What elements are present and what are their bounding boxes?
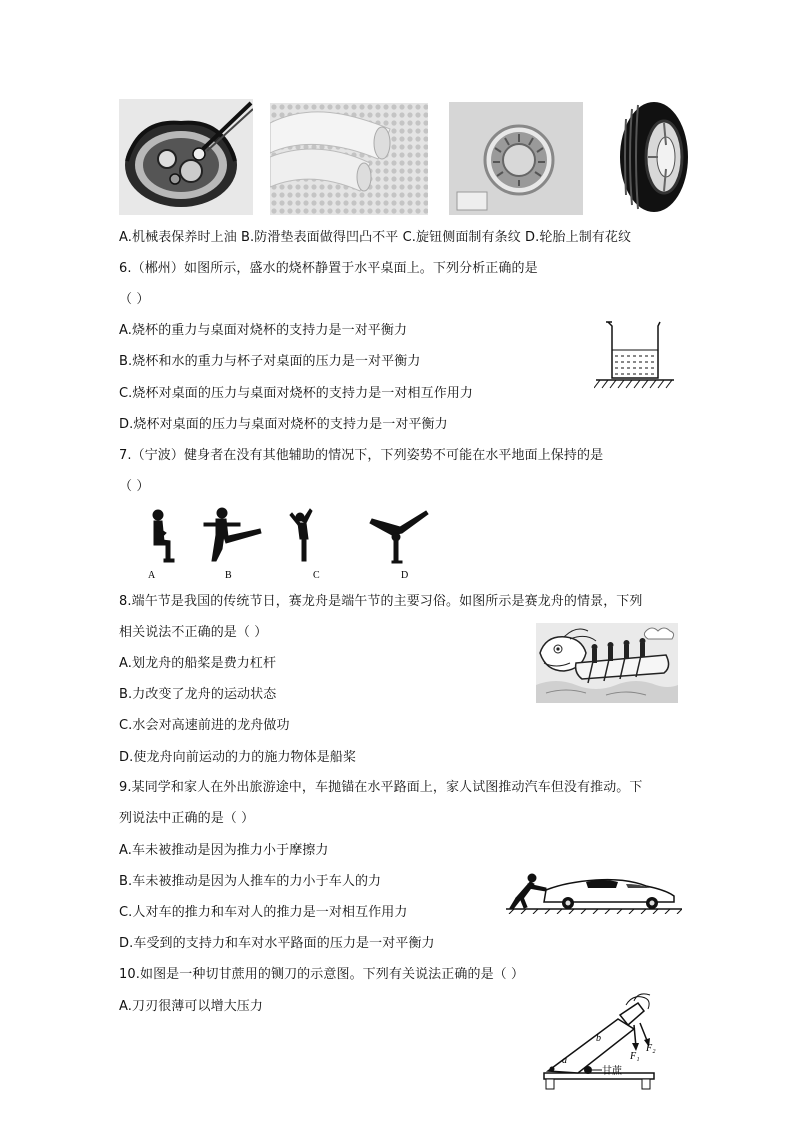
q9-option-b: B.车未被推动是因为人推车的力小于车人的力 — [119, 874, 382, 889]
q6-option-a: A.烧杯的重力与桌面对烧杯的支持力是一对平衡力 — [119, 323, 408, 338]
beaker-on-table-figure — [594, 320, 676, 392]
q10-stem: 10.如图是一种切甘蔗用的铡刀的示意图。下列有关说法正确的是（ ） — [119, 967, 525, 982]
q6-answer-bracket: （ ） — [119, 292, 150, 307]
q9-option-a: A.车未被推动是因为推力小于摩擦力 — [119, 843, 329, 858]
q6-option-d: D.烧杯对桌面的压力与桌面对烧杯的支持力是一对平衡力 — [119, 417, 448, 432]
q9-option-d: D.车受到的支持力和车对水平路面的压力是一对平衡力 — [119, 936, 435, 951]
q7-answer-bracket: （ ） — [119, 479, 150, 494]
q5-options-line: A.机械表保养时上油 B.防滑垫表面做得凹凸不平 C.旋钮侧面制有条纹 D.轮胎上制有花纹 — [119, 230, 632, 245]
sugarcane-cutter-figure — [538, 993, 668, 1093]
q8-option-a: A.划龙舟的船桨是费力杠杆 — [119, 656, 277, 671]
cutter-label-cane: 甘蔗 — [602, 1066, 622, 1077]
cutter-label-f2: F₂ — [646, 1043, 656, 1054]
cutter-label-a: a — [562, 1055, 567, 1066]
q9-stem-line1: 9.某同学和家人在外出旅游途中，车抛锚在水平路面上，家人试图推动汽车但没有推动。下 — [119, 780, 643, 795]
q8-option-d: D.使龙舟向前运动的力的施力物体是船桨 — [119, 750, 357, 765]
dragon-boat-figure — [536, 623, 678, 703]
watch-oiling-photo — [119, 99, 253, 215]
posture-a-silhouette — [153, 510, 174, 562]
posture-figures — [130, 505, 440, 583]
person-pushing-car-figure — [506, 872, 682, 914]
posture-d-silhouette — [370, 511, 428, 563]
cutter-label-f1: F₁ — [630, 1051, 640, 1062]
posture-label-a: A — [148, 570, 156, 581]
tire-photo — [610, 99, 692, 215]
posture-label-d: D — [401, 570, 409, 581]
q6-stem: 6.（郴州）如图所示，盛水的烧杯静置于水平桌面上。下列分析正确的是 — [119, 261, 538, 276]
q8-option-c: C.水会对高速前进的龙舟做功 — [119, 718, 290, 733]
q9-option-c: C.人对车的推力和车对人的推力是一对相互作用力 — [119, 905, 408, 920]
q6-option-c: C.烧杯对桌面的压力与桌面对烧杯的支持力是一对相互作用力 — [119, 386, 474, 401]
q7-stem: 7.（宁波）健身者在没有其他辅助的情况下，下列姿势不可能在水平地面上保持的是 — [119, 448, 604, 463]
anti-slip-mat-photo — [270, 103, 428, 215]
q6-option-b: B.烧杯和水的重力与杯子对桌面的压力是一对平衡力 — [119, 354, 421, 369]
posture-label-c: C — [313, 570, 320, 581]
posture-b-silhouette — [204, 508, 261, 561]
q8-option-b: B.力改变了龙舟的运动状态 — [119, 687, 277, 702]
q8-stem-line2: 相关说法不正确的是（ ） — [119, 625, 268, 640]
posture-c-silhouette — [290, 509, 312, 561]
q9-stem-line2: 列说法中正确的是（ ） — [119, 811, 255, 826]
posture-label-b: B — [225, 570, 232, 581]
cutter-label-b: b — [596, 1033, 601, 1044]
q10-option-a: A.刀刃很薄可以增大压力 — [119, 999, 263, 1014]
q8-stem-line1: 8.端午节是我国的传统节日，赛龙舟是端午节的主要习俗。如图所示是赛龙舟的情景，下列 — [119, 594, 643, 609]
knob-photo — [449, 102, 583, 215]
